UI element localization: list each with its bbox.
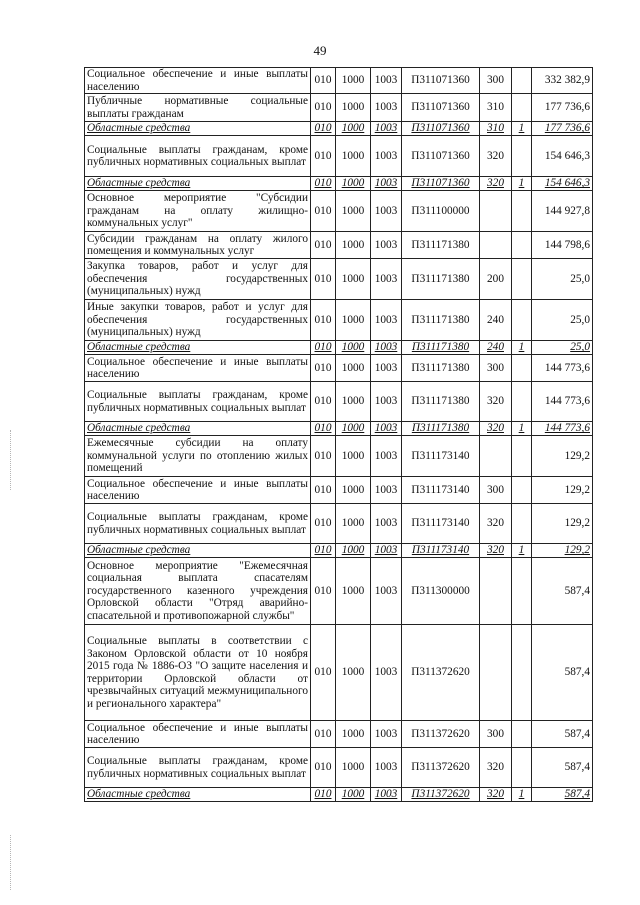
expense-type-cell: 320 xyxy=(480,504,512,544)
row-name-cell: Основное мероприятие "Ежемесячная социальная выплата спасателям государственного казенного учреждения Орловской области "Отряд аварийно-спасательной и противопожарной службы" xyxy=(85,558,311,625)
section-code-cell: 1000 xyxy=(336,136,371,177)
ministry-code-cell: 010 xyxy=(311,341,336,355)
funding-source-cell xyxy=(512,259,532,300)
amount-cell: 144 773,6 xyxy=(532,355,593,382)
subsection-code-cell: 1003 xyxy=(371,748,402,788)
amount-cell: 129,2 xyxy=(532,504,593,544)
expense-type-cell xyxy=(480,625,512,721)
expense-type-cell xyxy=(480,558,512,625)
ministry-code-cell: 010 xyxy=(311,300,336,341)
expense-type-cell: 320 xyxy=(480,177,512,191)
expense-type-cell: 300 xyxy=(480,721,512,748)
row-name-cell: Областные средства xyxy=(85,177,311,191)
subsection-code-cell: 1003 xyxy=(371,259,402,300)
funding-source-cell xyxy=(512,721,532,748)
scan-margin-mark xyxy=(10,430,13,490)
section-code-cell: 1000 xyxy=(336,232,371,259)
expense-type-cell: 310 xyxy=(480,122,512,136)
amount-cell: 129,2 xyxy=(532,544,593,558)
expense-type-cell: 320 xyxy=(480,422,512,436)
funding-source-cell xyxy=(512,68,532,94)
funding-source-cell xyxy=(512,625,532,721)
row-name-cell: Публичные нормативные социальные выплаты гражданам xyxy=(85,94,311,122)
ministry-code-cell: 010 xyxy=(311,721,336,748)
funding-source-cell: 1 xyxy=(512,341,532,355)
funding-source-cell xyxy=(512,504,532,544)
table-row xyxy=(85,355,593,382)
ministry-code-cell: 010 xyxy=(311,477,336,504)
expense-type-cell: 240 xyxy=(480,341,512,355)
subsection-code-cell: 1003 xyxy=(371,625,402,721)
funding-source-cell xyxy=(512,300,532,341)
expense-type-cell xyxy=(480,232,512,259)
target-article-cell: П311171380 xyxy=(402,300,480,341)
target-article-cell: П311372620 xyxy=(402,788,480,802)
subsection-code-cell: 1003 xyxy=(371,504,402,544)
row-name-cell: Областные средства xyxy=(85,544,311,558)
amount-cell: 587,4 xyxy=(532,788,593,802)
row-name-cell: Социальное обеспечение и иные выплаты населению xyxy=(85,721,311,748)
funding-source-cell xyxy=(512,382,532,422)
funding-source-cell xyxy=(512,136,532,177)
table-row xyxy=(85,748,593,788)
page-number: 49 xyxy=(313,43,327,58)
target-article-cell: П311171380 xyxy=(402,259,480,300)
ministry-code-cell: 010 xyxy=(311,177,336,191)
table-row-regional-funds xyxy=(85,177,593,191)
subsection-code-cell: 1003 xyxy=(371,191,402,232)
subsection-code-cell: 1003 xyxy=(371,558,402,625)
row-name-cell: Социальное обеспечение и иные выплаты населению xyxy=(85,68,311,94)
subsection-code-cell: 1003 xyxy=(371,355,402,382)
amount-cell: 587,4 xyxy=(532,625,593,721)
subsection-code-cell: 1003 xyxy=(371,136,402,177)
section-code-cell: 1000 xyxy=(336,382,371,422)
section-code-cell: 1000 xyxy=(336,300,371,341)
expense-type-cell xyxy=(480,436,512,477)
subsection-code-cell: 1003 xyxy=(371,122,402,136)
subsection-code-cell: 1003 xyxy=(371,382,402,422)
ministry-code-cell: 010 xyxy=(311,122,336,136)
subsection-code-cell: 1003 xyxy=(371,477,402,504)
ministry-code-cell: 010 xyxy=(311,788,336,802)
amount-cell: 144 927,8 xyxy=(532,191,593,232)
ministry-code-cell: 010 xyxy=(311,68,336,94)
budget-table xyxy=(84,67,593,802)
table-row-regional-funds xyxy=(85,544,593,558)
row-name-cell: Социальные выплаты гражданам, кроме публичных нормативных социальных выплат xyxy=(85,136,311,177)
ministry-code-cell: 010 xyxy=(311,504,336,544)
target-article-cell: П311171380 xyxy=(402,382,480,422)
funding-source-cell xyxy=(512,232,532,259)
section-code-cell: 1000 xyxy=(336,68,371,94)
table-row xyxy=(85,94,593,122)
table-row xyxy=(85,232,593,259)
row-name-cell: Социальное обеспечение и иные выплаты населению xyxy=(85,477,311,504)
target-article-cell: П311171380 xyxy=(402,232,480,259)
section-code-cell: 1000 xyxy=(336,504,371,544)
subsection-code-cell: 1003 xyxy=(371,177,402,191)
section-code-cell: 1000 xyxy=(336,122,371,136)
expense-type-cell: 240 xyxy=(480,300,512,341)
target-article-cell: П311372620 xyxy=(402,625,480,721)
row-name-cell: Социальные выплаты гражданам, кроме публичных нормативных социальных выплат xyxy=(85,748,311,788)
ministry-code-cell: 010 xyxy=(311,422,336,436)
row-name-cell: Закупка товаров, работ и услуг для обеспечения государственных (муниципальных) нужд xyxy=(85,259,311,300)
subsection-code-cell: 1003 xyxy=(371,544,402,558)
table-row xyxy=(85,477,593,504)
row-name-cell: Социальные выплаты гражданам, кроме публичных нормативных социальных выплат xyxy=(85,504,311,544)
section-code-cell: 1000 xyxy=(336,341,371,355)
table-row xyxy=(85,504,593,544)
section-code-cell: 1000 xyxy=(336,191,371,232)
amount-cell: 144 798,6 xyxy=(532,232,593,259)
subsection-code-cell: 1003 xyxy=(371,721,402,748)
amount-cell: 587,4 xyxy=(532,558,593,625)
amount-cell: 177 736,6 xyxy=(532,122,593,136)
table-row xyxy=(85,625,593,721)
subsection-code-cell: 1003 xyxy=(371,94,402,122)
target-article-cell: П311173140 xyxy=(402,477,480,504)
funding-source-cell xyxy=(512,355,532,382)
ministry-code-cell: 010 xyxy=(311,382,336,422)
section-code-cell: 1000 xyxy=(336,177,371,191)
amount-cell: 177 736,6 xyxy=(532,94,593,122)
row-name-cell: Социальные выплаты гражданам, кроме публичных нормативных социальных выплат xyxy=(85,382,311,422)
amount-cell: 25,0 xyxy=(532,300,593,341)
ministry-code-cell: 010 xyxy=(311,436,336,477)
target-article-cell: П311071360 xyxy=(402,136,480,177)
target-article-cell: П311171380 xyxy=(402,355,480,382)
expense-type-cell: 310 xyxy=(480,94,512,122)
target-article-cell: П311171380 xyxy=(402,422,480,436)
funding-source-cell xyxy=(512,558,532,625)
subsection-code-cell: 1003 xyxy=(371,232,402,259)
funding-source-cell: 1 xyxy=(512,544,532,558)
section-code-cell: 1000 xyxy=(336,544,371,558)
subsection-code-cell: 1003 xyxy=(371,300,402,341)
section-code-cell: 1000 xyxy=(336,558,371,625)
section-code-cell: 1000 xyxy=(336,436,371,477)
expense-type-cell: 300 xyxy=(480,477,512,504)
funding-source-cell: 1 xyxy=(512,177,532,191)
scan-margin-mark xyxy=(10,835,13,890)
table-row xyxy=(85,382,593,422)
row-name-cell: Иные закупки товаров, работ и услуг для обеспечения государственных (муниципальных) нужд xyxy=(85,300,311,341)
target-article-cell: П311173140 xyxy=(402,436,480,477)
table-row xyxy=(85,259,593,300)
table-row xyxy=(85,136,593,177)
target-article-cell: П311071360 xyxy=(402,122,480,136)
ministry-code-cell: 010 xyxy=(311,625,336,721)
section-code-cell: 1000 xyxy=(336,748,371,788)
amount-cell: 587,4 xyxy=(532,748,593,788)
table-row-regional-funds xyxy=(85,122,593,136)
expense-type-cell xyxy=(480,191,512,232)
amount-cell: 332 382,9 xyxy=(532,68,593,94)
expense-type-cell: 320 xyxy=(480,788,512,802)
row-name-cell: Областные средства xyxy=(85,422,311,436)
amount-cell: 129,2 xyxy=(532,477,593,504)
amount-cell: 25,0 xyxy=(532,341,593,355)
table-row xyxy=(85,436,593,477)
amount-cell: 144 773,6 xyxy=(532,422,593,436)
section-code-cell: 1000 xyxy=(336,721,371,748)
ministry-code-cell: 010 xyxy=(311,191,336,232)
ministry-code-cell: 010 xyxy=(311,259,336,300)
expense-type-cell: 320 xyxy=(480,544,512,558)
target-article-cell: П311071360 xyxy=(402,68,480,94)
section-code-cell: 1000 xyxy=(336,625,371,721)
expense-type-cell: 300 xyxy=(480,68,512,94)
budget-table-body xyxy=(85,68,593,802)
funding-source-cell xyxy=(512,477,532,504)
ministry-code-cell: 010 xyxy=(311,94,336,122)
funding-source-cell: 1 xyxy=(512,788,532,802)
amount-cell: 587,4 xyxy=(532,721,593,748)
section-code-cell: 1000 xyxy=(336,477,371,504)
table-row-regional-funds xyxy=(85,788,593,802)
amount-cell: 154 646,3 xyxy=(532,136,593,177)
row-name-cell: Субсидии гражданам на оплату жилого помещения и коммунальных услуг xyxy=(85,232,311,259)
ministry-code-cell: 010 xyxy=(311,136,336,177)
target-article-cell: П311071360 xyxy=(402,94,480,122)
row-name-cell: Социальные выплаты в соответствии с Законом Орловской области от 10 ноября 2015 года № 1886-ОЗ "О защите населения и территории Орловской области от чрезвычайных ситуаций межмуниципального и регионального характера" xyxy=(85,625,311,721)
ministry-code-cell: 010 xyxy=(311,544,336,558)
row-name-cell: Областные средства xyxy=(85,341,311,355)
amount-cell: 129,2 xyxy=(532,436,593,477)
funding-source-cell: 1 xyxy=(512,122,532,136)
row-name-cell: Областные средства xyxy=(85,122,311,136)
subsection-code-cell: 1003 xyxy=(371,341,402,355)
subsection-code-cell: 1003 xyxy=(371,68,402,94)
section-code-cell: 1000 xyxy=(336,422,371,436)
target-article-cell: П311173140 xyxy=(402,544,480,558)
section-code-cell: 1000 xyxy=(336,94,371,122)
table-row xyxy=(85,191,593,232)
target-article-cell: П311100000 xyxy=(402,191,480,232)
table-row xyxy=(85,558,593,625)
subsection-code-cell: 1003 xyxy=(371,788,402,802)
target-article-cell: П311300000 xyxy=(402,558,480,625)
target-article-cell: П311071360 xyxy=(402,177,480,191)
subsection-code-cell: 1003 xyxy=(371,422,402,436)
table-row-regional-funds xyxy=(85,422,593,436)
amount-cell: 25,0 xyxy=(532,259,593,300)
target-article-cell: П311171380 xyxy=(402,341,480,355)
target-article-cell: П311372620 xyxy=(402,748,480,788)
expense-type-cell: 300 xyxy=(480,355,512,382)
funding-source-cell xyxy=(512,191,532,232)
row-name-cell: Основное мероприятие "Субсидии гражданам на оплату жилищно-коммунальных услуг" xyxy=(85,191,311,232)
section-code-cell: 1000 xyxy=(336,355,371,382)
table-row-regional-funds xyxy=(85,341,593,355)
ministry-code-cell: 010 xyxy=(311,355,336,382)
expense-type-cell: 200 xyxy=(480,259,512,300)
amount-cell: 154 646,3 xyxy=(532,177,593,191)
funding-source-cell xyxy=(512,436,532,477)
expense-type-cell: 320 xyxy=(480,382,512,422)
target-article-cell: П311372620 xyxy=(402,721,480,748)
row-name-cell: Областные средства xyxy=(85,788,311,802)
funding-source-cell xyxy=(512,94,532,122)
row-name-cell: Ежемесячные субсидии на оплату коммунальной услуги по отоплению жилых помещений xyxy=(85,436,311,477)
table-row xyxy=(85,68,593,94)
subsection-code-cell: 1003 xyxy=(371,436,402,477)
section-code-cell: 1000 xyxy=(336,788,371,802)
table-row xyxy=(85,721,593,748)
expense-type-cell: 320 xyxy=(480,136,512,177)
funding-source-cell xyxy=(512,748,532,788)
section-code-cell: 1000 xyxy=(336,259,371,300)
funding-source-cell: 1 xyxy=(512,422,532,436)
amount-cell: 144 773,6 xyxy=(532,382,593,422)
row-name-cell: Социальное обеспечение и иные выплаты населению xyxy=(85,355,311,382)
ministry-code-cell: 010 xyxy=(311,232,336,259)
ministry-code-cell: 010 xyxy=(311,748,336,788)
table-row xyxy=(85,300,593,341)
ministry-code-cell: 010 xyxy=(311,558,336,625)
target-article-cell: П311173140 xyxy=(402,504,480,544)
expense-type-cell: 320 xyxy=(480,748,512,788)
